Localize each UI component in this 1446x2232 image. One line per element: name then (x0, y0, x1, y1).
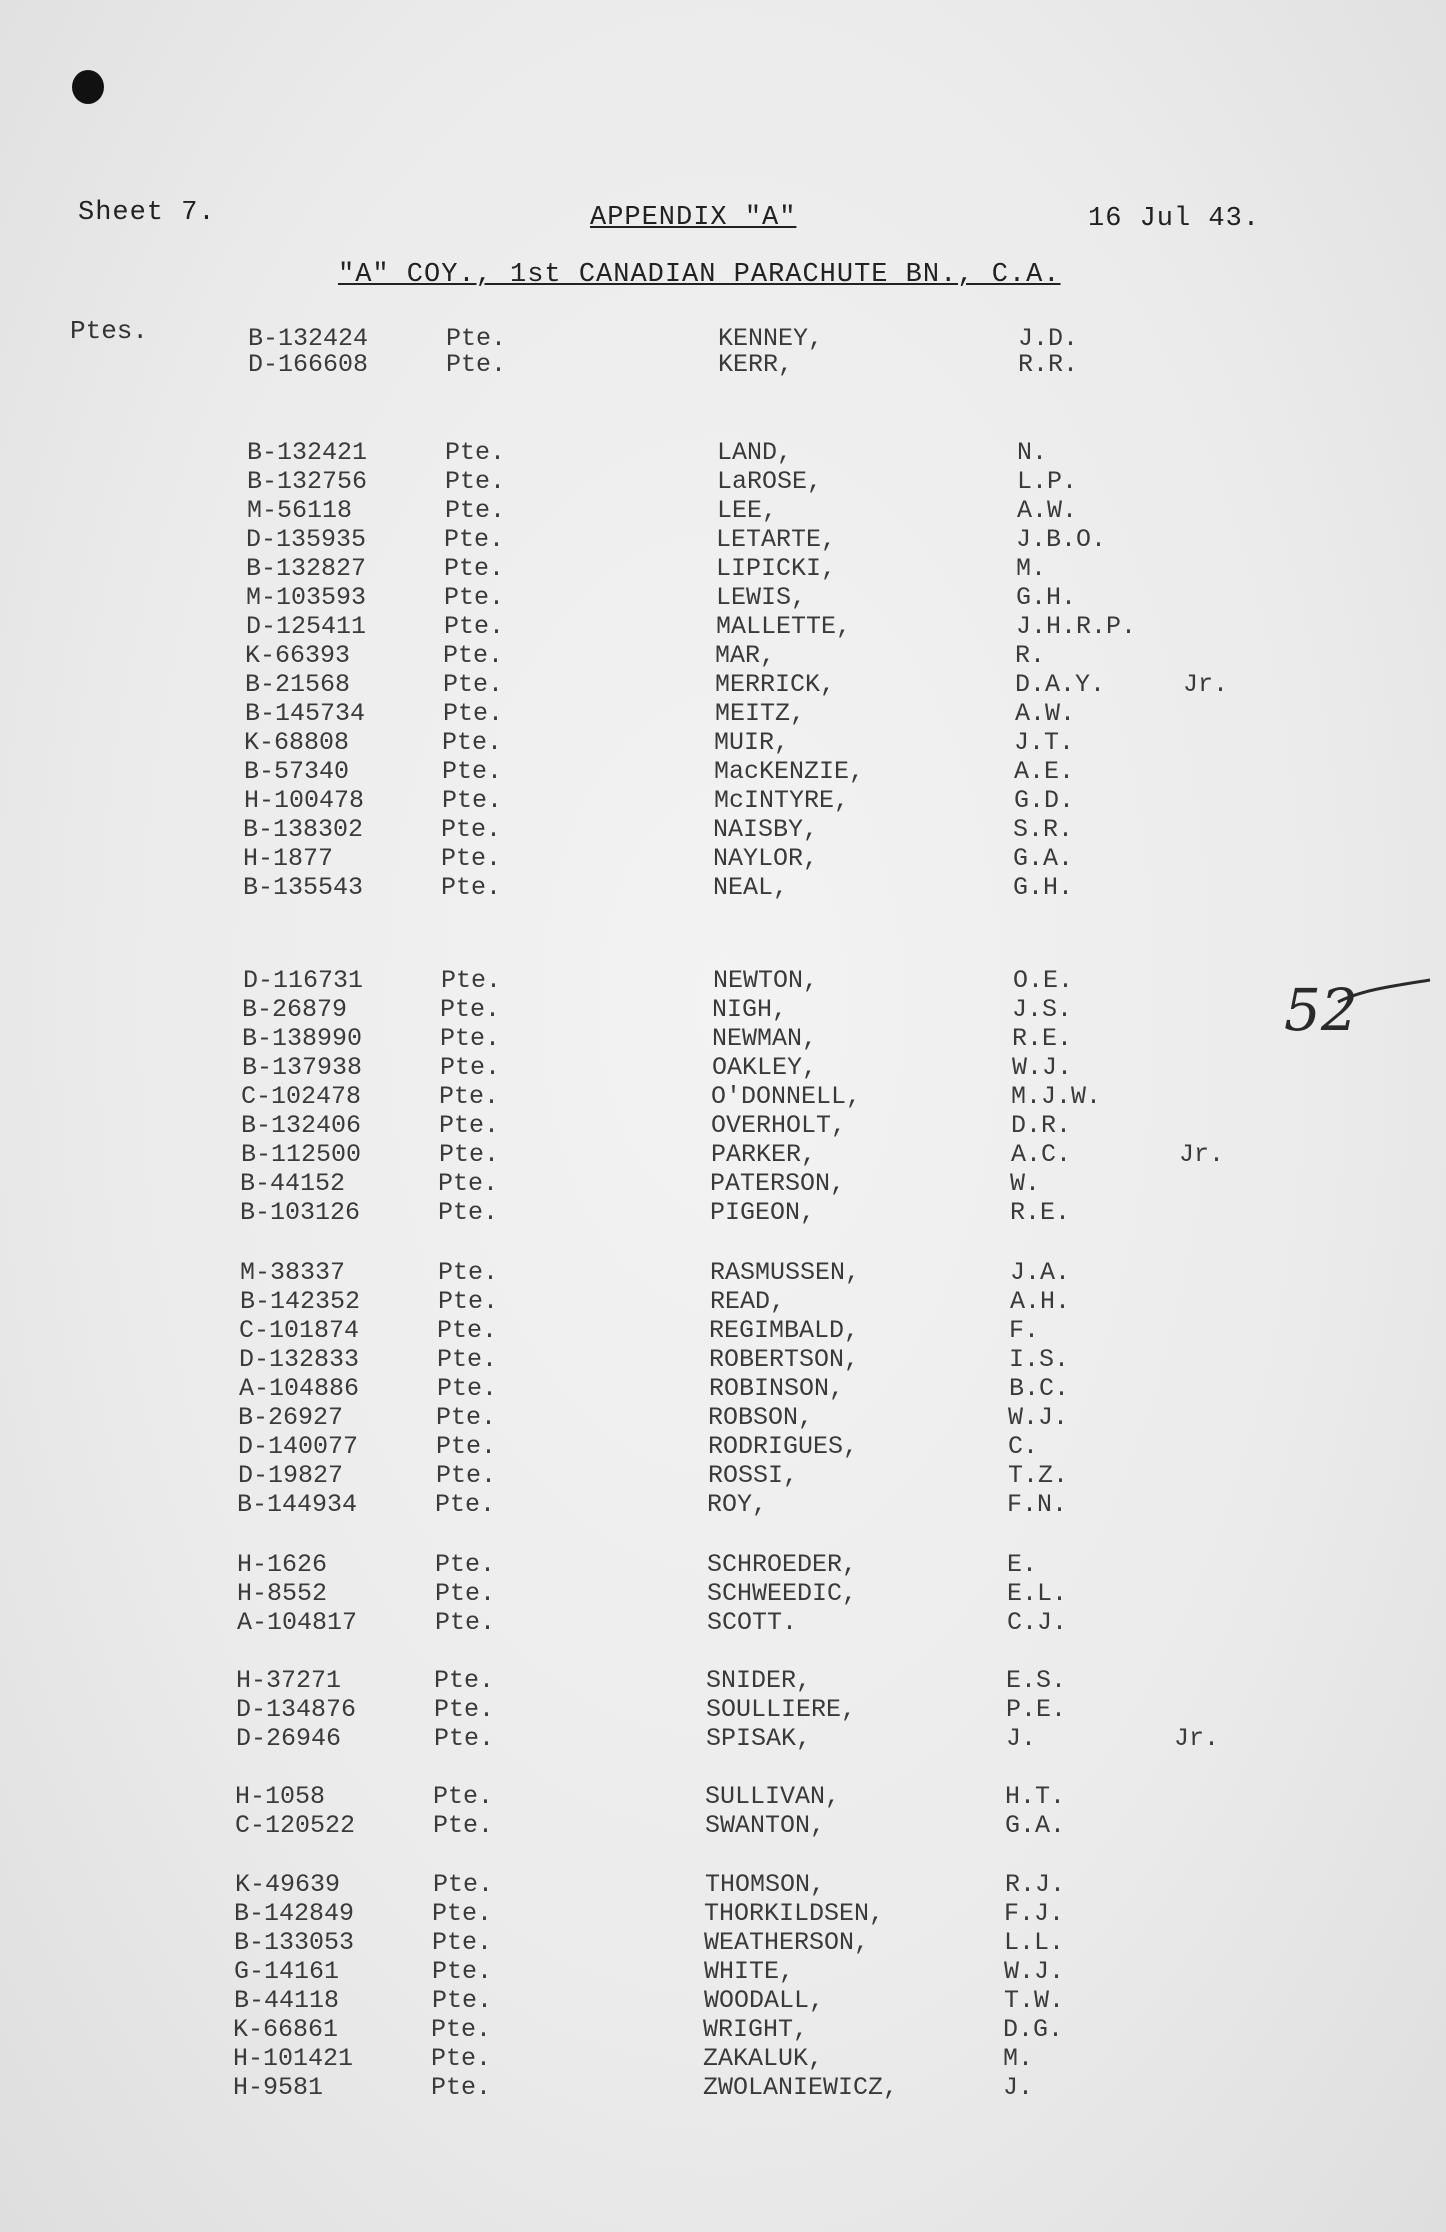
roster-rank: Pte. (435, 1608, 496, 1637)
roster-num: B-132827 (246, 554, 367, 583)
roster-surname: OVERHOLT, (711, 1111, 847, 1140)
roster-rank: Pte. (433, 1811, 494, 1840)
roster-surname: LEE, (717, 496, 778, 525)
roster-rank: Pte. (437, 1316, 498, 1345)
unit-title: "A" COY., 1st CANADIAN PARACHUTE BN., C.A. (338, 260, 1061, 290)
roster-surname: ZWOLANIEWICZ, (703, 2073, 899, 2102)
roster-rank: Pte. (443, 699, 504, 728)
roster-num: K-68808 (244, 728, 350, 757)
roster-num: H-1877 (243, 844, 334, 873)
roster-surname: KENNEY, (718, 324, 824, 353)
roster-surname: REGIMBALD, (709, 1316, 860, 1345)
roster-rank: Pte. (440, 1053, 501, 1082)
roster-initials: M.J.W. (1011, 1082, 1102, 1111)
roster-rank: Pte. (433, 1782, 494, 1811)
roster-surname: NIGH, (712, 995, 788, 1024)
roster-num: A-104886 (239, 1374, 360, 1403)
roster-surname: MacKENZIE, (714, 757, 865, 786)
roster-initials: L.P. (1017, 467, 1078, 496)
roster-num: K-66861 (233, 2015, 339, 2044)
roster-num: H-8552 (237, 1579, 328, 1608)
roster-surname: SWANTON, (705, 1811, 826, 1840)
roster-rank: Pte. (438, 1169, 499, 1198)
roster-num: B-138302 (243, 815, 364, 844)
roster-initials: M. (1003, 2044, 1034, 2073)
roster-rank: Pte. (436, 1403, 497, 1432)
roster-num: G-14161 (234, 1957, 340, 1986)
roster-surname: SCOTT. (707, 1608, 798, 1637)
roster-rank: Pte. (443, 641, 504, 670)
roster-initials: F.N. (1007, 1490, 1068, 1519)
roster-surname: LETARTE, (716, 525, 837, 554)
roster-initials: A.H. (1010, 1287, 1071, 1316)
roster-rank: Pte. (444, 583, 505, 612)
roster-rank: Pte. (438, 1287, 499, 1316)
roster-initials: J.D. (1018, 324, 1079, 353)
roster-num: B-26927 (238, 1403, 344, 1432)
roster-rank: Pte. (435, 1490, 496, 1519)
roster-initials: C.J. (1007, 1608, 1068, 1637)
roster-initials: T.W. (1004, 1986, 1065, 2015)
roster-surname: PIGEON, (710, 1198, 816, 1227)
roster-surname: ROBERTSON, (709, 1345, 860, 1374)
roster-initials: F.J. (1004, 1899, 1065, 1928)
roster-surname: ZAKALUK, (703, 2044, 824, 2073)
roster-num: B-21568 (245, 670, 351, 699)
roster-num: B-142849 (234, 1899, 355, 1928)
roster-num: B-132421 (247, 438, 368, 467)
roster-num: C-120522 (235, 1811, 356, 1840)
roster-rank: Pte. (441, 815, 502, 844)
roster-surname: SULLIVAN, (705, 1782, 841, 1811)
roster-initials: J.T. (1014, 728, 1075, 757)
roster-rank: Pte. (434, 1724, 495, 1753)
roster-surname: NAISBY, (713, 815, 819, 844)
roster-initials: R.R. (1018, 350, 1079, 379)
roster-num: M-103593 (246, 583, 367, 612)
roster-initials: W.J. (1004, 1957, 1065, 1986)
roster-initials: O.E. (1013, 966, 1074, 995)
roster-num: D-19827 (238, 1461, 344, 1490)
roster-surname: THOMSON, (705, 1870, 826, 1899)
roster-surname: WHITE, (704, 1957, 795, 1986)
roster-initials: J.B.O. (1016, 525, 1107, 554)
roster-surname: SNIDER, (706, 1666, 812, 1695)
roster-rank: Pte. (445, 496, 506, 525)
roster-rank: Pte. (432, 1957, 493, 1986)
roster-rank: Pte. (434, 1695, 495, 1724)
roster-initials: D.G. (1003, 2015, 1064, 2044)
roster-num: H-100478 (244, 786, 365, 815)
roster-initials: R.E. (1010, 1198, 1071, 1227)
roster-initials: M. (1016, 554, 1047, 583)
roster-surname: LEWIS, (716, 583, 807, 612)
roster-surname: MUIR, (714, 728, 790, 757)
roster-initials: R.J. (1005, 1870, 1066, 1899)
roster-num: B-132424 (248, 324, 369, 353)
roster-initials: A.W. (1015, 699, 1076, 728)
roster-rank: Pte. (439, 1082, 500, 1111)
roster-surname: SCHWEEDIC, (707, 1579, 858, 1608)
roster-rank: Pte. (445, 467, 506, 496)
roster-surname: ROBSON, (708, 1403, 814, 1432)
roster-surname: RASMUSSEN, (710, 1258, 861, 1287)
roster-num: B-135543 (243, 873, 364, 902)
roster-initials: C. (1008, 1432, 1039, 1461)
roster-rank: Pte. (433, 1870, 494, 1899)
roster-rank: Pte. (431, 2044, 492, 2073)
roster-initials: F. (1009, 1316, 1040, 1345)
roster-num: M-56118 (247, 496, 353, 525)
roster-initials: J. (1006, 1724, 1037, 1753)
roster-num: D-140077 (238, 1432, 359, 1461)
roster-num: B-57340 (244, 757, 350, 786)
roster-num: K-66393 (245, 641, 351, 670)
roster-initials: J.S. (1012, 995, 1073, 1024)
roster-surname: MERRICK, (715, 670, 836, 699)
roster-rank: Pte. (444, 525, 505, 554)
roster-num: B-142352 (240, 1287, 361, 1316)
roster-surname: LAND, (717, 438, 793, 467)
roster-surname: SCHROEDER, (707, 1550, 858, 1579)
roster-suffix: Jr. (1183, 670, 1229, 699)
roster-rank: Pte. (431, 2015, 492, 2044)
roster-rank: Pte. (442, 728, 503, 757)
rank-group-label: Ptes. (70, 316, 149, 346)
roster-num: H-101421 (233, 2044, 354, 2073)
roster-initials: A.C. (1011, 1140, 1072, 1169)
roster-rank: Pte. (437, 1374, 498, 1403)
roster-rank: Pte. (432, 1928, 493, 1957)
roster-initials: E. (1007, 1550, 1038, 1579)
roster-initials: L.L. (1004, 1928, 1065, 1957)
document-date: 16 Jul 43. (1088, 204, 1261, 234)
roster-initials: H.T. (1005, 1782, 1066, 1811)
roster-surname: READ, (710, 1287, 786, 1316)
roster-num: B-145734 (245, 699, 366, 728)
roster-num: B-133053 (234, 1928, 355, 1957)
roster-rank: Pte. (446, 324, 507, 353)
roster-initials: N. (1017, 438, 1048, 467)
roster-surname: WOODALL, (704, 1986, 825, 2015)
roster-initials: B.C. (1009, 1374, 1070, 1403)
roster-surname: MAR, (715, 641, 776, 670)
roster-rank: Pte. (436, 1461, 497, 1490)
roster-num: D-125411 (246, 612, 367, 641)
roster-surname: KERR, (718, 350, 794, 379)
roster-num: B-132406 (241, 1111, 362, 1140)
roster-surname: ROY, (707, 1490, 768, 1519)
roster-num: H-1626 (237, 1550, 328, 1579)
roster-initials: D.R. (1011, 1111, 1072, 1140)
roster-rank: Pte. (439, 1111, 500, 1140)
roster-num: B-103126 (240, 1198, 361, 1227)
roster-surname: SOULLIERE, (706, 1695, 857, 1724)
roster-surname: THORKILDSEN, (704, 1899, 885, 1928)
roster-initials: A.W. (1017, 496, 1078, 525)
roster-num: C-102478 (241, 1082, 362, 1111)
roster-num: D-135935 (246, 525, 367, 554)
roster-rank: Pte. (440, 995, 501, 1024)
roster-initials: J. (1003, 2073, 1034, 2102)
roster-surname: WRIGHT, (703, 2015, 809, 2044)
roster-suffix: Jr. (1179, 1140, 1225, 1169)
roster-rank: Pte. (442, 786, 503, 815)
roster-surname: PATERSON, (710, 1169, 846, 1198)
roster-initials: D.A.Y. (1015, 670, 1106, 699)
roster-num: B-44152 (240, 1169, 346, 1198)
sheet-number: Sheet 7. (78, 198, 216, 228)
roster-num: C-101874 (239, 1316, 360, 1345)
roster-initials: W. (1010, 1169, 1041, 1198)
roster-initials: W.J. (1008, 1403, 1069, 1432)
roster-initials: J.H.R.P. (1016, 612, 1137, 641)
roster-rank: Pte. (438, 1258, 499, 1287)
roster-rank: Pte. (445, 438, 506, 467)
roster-rank: Pte. (441, 844, 502, 873)
roster-num: D-116731 (243, 966, 364, 995)
roster-rank: Pte. (436, 1432, 497, 1461)
roster-surname: NAYLOR, (713, 844, 819, 873)
roster-suffix: Jr. (1174, 1724, 1220, 1753)
roster-initials: S.R. (1013, 815, 1074, 844)
roster-num: H-9581 (233, 2073, 324, 2102)
roster-num: B-144934 (237, 1490, 358, 1519)
roster-rank: Pte. (442, 757, 503, 786)
appendix-title: APPENDIX "A" (590, 203, 797, 233)
roster-rank: Pte. (437, 1345, 498, 1374)
roster-rank: Pte. (446, 350, 507, 379)
roster-rank: Pte. (435, 1550, 496, 1579)
roster-surname: O'DONNELL, (711, 1082, 862, 1111)
roster-surname: MEITZ, (715, 699, 806, 728)
roster-initials: T.Z. (1008, 1461, 1069, 1490)
roster-initials: I.S. (1009, 1345, 1070, 1374)
roster-rank: Pte. (432, 1899, 493, 1928)
roster-surname: NEAL, (713, 873, 789, 902)
roster-rank: Pte. (443, 670, 504, 699)
roster-num: B-137938 (242, 1053, 363, 1082)
roster-num: H-37271 (236, 1666, 342, 1695)
roster-initials: G.A. (1013, 844, 1074, 873)
roster-rank: Pte. (440, 1024, 501, 1053)
roster-initials: P.E. (1006, 1695, 1067, 1724)
roster-rank: Pte. (444, 612, 505, 641)
roster-num: H-1058 (235, 1782, 326, 1811)
roster-num: D-134876 (236, 1695, 357, 1724)
roster-surname: ROBINSON, (709, 1374, 845, 1403)
roster-initials: E.L. (1007, 1579, 1068, 1608)
margin-note-handwritten (1282, 968, 1432, 1048)
punch-hole (72, 70, 104, 104)
roster-surname: OAKLEY, (712, 1053, 818, 1082)
roster-num: B-26879 (242, 995, 348, 1024)
roster-initials: J.A. (1010, 1258, 1071, 1287)
roster-num: D-166608 (248, 350, 369, 379)
roster-num: B-44118 (234, 1986, 340, 2015)
roster-rank: Pte. (434, 1666, 495, 1695)
roster-num: B-138990 (242, 1024, 363, 1053)
margin-note-text: 52 (1284, 976, 1358, 1044)
roster-surname: LaROSE, (717, 467, 823, 496)
roster-initials: A.E. (1014, 757, 1075, 786)
roster-rank: Pte. (439, 1140, 500, 1169)
roster-initials: G.H. (1016, 583, 1077, 612)
roster-num: M-38337 (240, 1258, 346, 1287)
roster-rank: Pte. (444, 554, 505, 583)
roster-rank: Pte. (435, 1579, 496, 1608)
roster-rank: Pte. (431, 2073, 492, 2102)
roster-initials: G.A. (1005, 1811, 1066, 1840)
roster-rank: Pte. (441, 966, 502, 995)
roster-surname: ROSSI, (708, 1461, 799, 1490)
roster-rank: Pte. (432, 1986, 493, 2015)
roster-surname: RODRIGUES, (708, 1432, 859, 1461)
roster-initials: G.H. (1013, 873, 1074, 902)
roster-initials: E.S. (1006, 1666, 1067, 1695)
roster-surname: McINTYRE, (714, 786, 850, 815)
roster-num: A-104817 (237, 1608, 358, 1637)
roster-surname: PARKER, (711, 1140, 817, 1169)
roster-surname: MALLETTE, (716, 612, 852, 641)
roster-rank: Pte. (438, 1198, 499, 1227)
roster-num: D-132833 (239, 1345, 360, 1374)
roster-surname: WEATHERSON, (704, 1928, 870, 1957)
roster-num: B-112500 (241, 1140, 362, 1169)
roster-num: D-26946 (236, 1724, 342, 1753)
roster-initials: G.D. (1014, 786, 1075, 815)
roster-surname: LIPICKI, (716, 554, 837, 583)
roster-rank: Pte. (441, 873, 502, 902)
roster-initials: W.J. (1012, 1053, 1073, 1082)
roster-surname: NEWMAN, (712, 1024, 818, 1053)
roster-initials: R. (1015, 641, 1046, 670)
roster-initials: R.E. (1012, 1024, 1073, 1053)
roster-surname: SPISAK, (706, 1724, 812, 1753)
roster-num: B-132756 (247, 467, 368, 496)
roster-surname: NEWTON, (713, 966, 819, 995)
roster-num: K-49639 (235, 1870, 341, 1899)
